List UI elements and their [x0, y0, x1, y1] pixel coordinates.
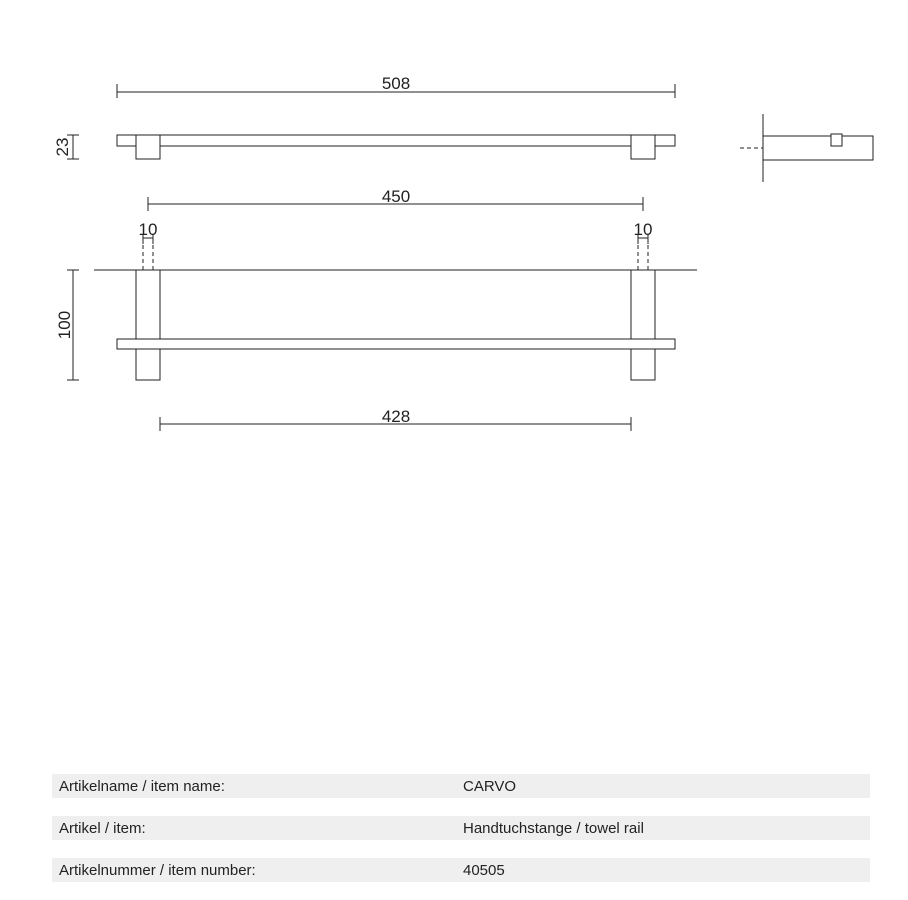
dimension-bracket-spacing [148, 187, 643, 211]
front-view [53, 74, 675, 159]
bracket-left-top [136, 270, 160, 380]
spec-value: CARVO [463, 777, 517, 795]
spec-row-item-number [52, 858, 870, 882]
dimension-label-height-front: 23 [53, 137, 72, 157]
dimension-inner-length [160, 407, 631, 431]
side-view [740, 114, 873, 182]
bracket-right-top [631, 270, 655, 380]
spec-row-item [52, 816, 870, 840]
top-view [55, 187, 697, 431]
dimension-bracket-width-right [634, 220, 653, 270]
dimension-label-inner-length: 428 [381, 407, 411, 426]
dimension-total-length [117, 74, 675, 98]
rail-front [117, 135, 675, 146]
dimension-label-total-length: 508 [381, 74, 411, 93]
dimension-label-bracket-width-left: 10 [138, 220, 158, 239]
spec-value: Handtuchstange / towel rail [463, 819, 644, 837]
dimension-label-bracket-width-right: 10 [633, 220, 653, 239]
spec-label: Artikel / item: [59, 819, 146, 837]
spec-row-item-name [52, 774, 870, 798]
dimension-bracket-width-left [139, 220, 158, 270]
spec-value: 40505 [463, 861, 505, 879]
dimension-height-front [53, 135, 79, 159]
spec-label: Artikelnummer / item number: [59, 861, 256, 879]
dimension-projection [55, 270, 79, 380]
bracket-left-front [136, 135, 160, 159]
spec-table [52, 774, 870, 900]
rail-top [117, 339, 675, 349]
bracket-right-front [631, 135, 655, 159]
spec-label: Artikelname / item name: [59, 777, 225, 795]
dimension-label-bracket-spacing: 450 [381, 187, 411, 206]
dimension-label-projection: 100 [55, 310, 74, 340]
